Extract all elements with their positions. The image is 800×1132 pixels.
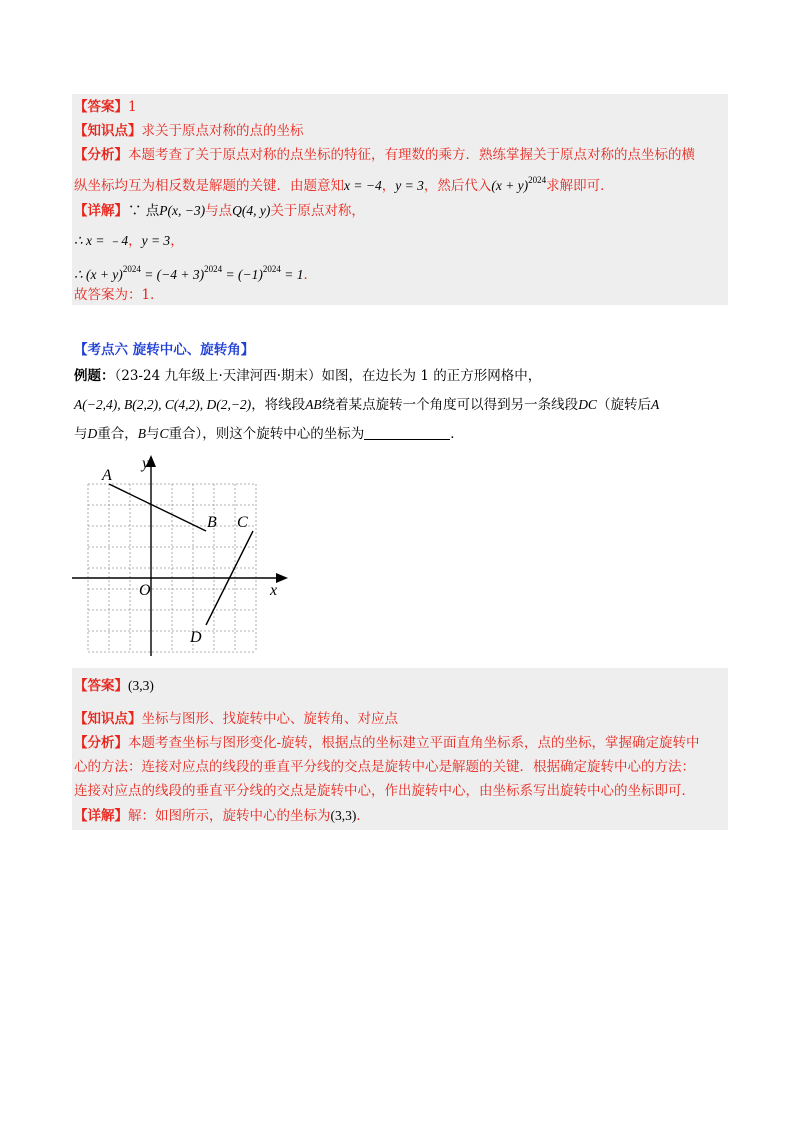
exp-3: 2024 bbox=[262, 264, 281, 274]
example-source: （23-24 九年级上·天津河西·期末）如图，在边长为 1 的正方形网格中， bbox=[114, 368, 542, 384]
grid bbox=[88, 484, 256, 652]
example-line-2 bbox=[74, 395, 659, 415]
points-list: A(−2,4), B(2,2), C(4,2), D(2,−2) bbox=[74, 397, 252, 412]
label-x: x bbox=[270, 582, 278, 599]
detail-tag: 【详解】 bbox=[74, 808, 128, 824]
analysis-tag: 【分析】 bbox=[74, 735, 128, 751]
point-c: C bbox=[159, 426, 169, 441]
analysis-2-line-3: 连接对应点的线段的垂直平分线的交点是旋转中心，作出旋转中心，由坐标系写出旋转中心的坐标即可． bbox=[74, 783, 695, 799]
analysis-text: 本题考查了关于原点对称的点坐标的特征，有理数的乘方．熟练掌握关于原点对称的点坐标的横 bbox=[128, 147, 695, 163]
example-line-1 bbox=[74, 366, 541, 386]
text-with-2: 与 bbox=[146, 426, 160, 442]
point-a: A bbox=[650, 397, 660, 412]
knowledge-tag: 【知识点】 bbox=[74, 711, 142, 727]
segment-ab-line bbox=[109, 484, 206, 531]
exp-2: 2024 bbox=[204, 264, 223, 274]
math-x: x = −4 bbox=[344, 178, 382, 193]
text-with: 与 bbox=[74, 426, 88, 442]
point-b: B bbox=[137, 426, 146, 441]
period: ． bbox=[356, 808, 370, 824]
analysis-text-2a: 纵坐标均互为相反数是解题的关键．由题意知 bbox=[74, 178, 344, 194]
math-y: y = 3 bbox=[395, 178, 424, 193]
calc-2: = (−4 + 3) bbox=[140, 267, 205, 282]
analysis-text-2c: 求解即可． bbox=[546, 178, 614, 194]
answer-value: 1 bbox=[128, 99, 137, 115]
final-answer-1: 故答案为：1． bbox=[74, 287, 164, 303]
text-segment: ，将线段 bbox=[251, 397, 306, 413]
y-value: y = 3 bbox=[141, 233, 171, 248]
point-p: P(x, −3) bbox=[159, 203, 206, 218]
analysis-text-2b: ，然后代入 bbox=[423, 178, 492, 194]
text-coincide: 重合， bbox=[97, 426, 138, 442]
point-d: D bbox=[87, 426, 98, 441]
label-b: B bbox=[207, 514, 217, 531]
label-y: y bbox=[142, 455, 150, 472]
calc-3: = (−1) bbox=[222, 267, 263, 282]
coordinate-figure bbox=[64, 450, 304, 660]
detail-1-line-2 bbox=[74, 231, 184, 251]
answer-tag: 【答案】 bbox=[74, 678, 128, 694]
detail-1-line-3 bbox=[74, 259, 317, 285]
with-point: 与点 bbox=[205, 203, 233, 219]
period: ． bbox=[303, 267, 317, 283]
exp-1: 2024 bbox=[122, 264, 141, 274]
knowledge-text: 坐标与图形、找旋转中心、旋转角、对应点 bbox=[141, 711, 398, 727]
answer-2-line bbox=[74, 676, 154, 696]
comma: ， bbox=[381, 178, 396, 194]
comma-end: ， bbox=[170, 233, 184, 249]
analysis-2-line-1 bbox=[74, 733, 700, 753]
example-line-3 bbox=[74, 424, 464, 444]
answer-value: (3,3) bbox=[128, 678, 154, 693]
math-exp: 2024 bbox=[528, 175, 547, 185]
point-q: Q(4, y) bbox=[232, 203, 271, 218]
analysis-text: 本题考查坐标与图形变化-旋转，根据点的坐标建立平面直角坐标系，点的坐标，掌握确定旋转中 bbox=[128, 735, 700, 751]
because-point: ∵ 点 bbox=[128, 203, 160, 219]
detail-text: 解：如图所示，旋转中心的坐标为 bbox=[128, 808, 331, 824]
text-rotate: 绕着某点旋转一个角度可以得到另一条线段 bbox=[321, 397, 579, 413]
analysis-1-line-2 bbox=[74, 170, 614, 196]
knowledge-text: 求关于原点对称的点的坐标 bbox=[141, 123, 304, 139]
calc-4: = 1 bbox=[280, 267, 304, 282]
x-axis-arrow bbox=[276, 573, 288, 583]
analysis-tag: 【分析】 bbox=[74, 147, 128, 163]
answer-1-line bbox=[74, 97, 137, 117]
example-label: 例题： bbox=[74, 368, 115, 384]
answer-blank bbox=[364, 425, 450, 440]
text-after: （旋转后 bbox=[596, 397, 651, 413]
math-expr: (x + y) bbox=[491, 178, 529, 193]
segment-dc: DC bbox=[578, 397, 597, 412]
analysis-1-line-1 bbox=[74, 145, 695, 165]
knowledge-point-2 bbox=[74, 709, 398, 729]
calc-1: ∴ (x + y) bbox=[74, 267, 123, 282]
detail-1-line-1 bbox=[74, 201, 365, 221]
knowledge-point-1 bbox=[74, 121, 304, 141]
answer-tag: 【答案】 bbox=[74, 99, 128, 115]
segment-ab: AB bbox=[305, 397, 322, 412]
analysis-2-line-2: 心的方法：连接对应点的线段的垂直平分线的交点是旋转中心是解题的关键．根据确定旋转中心的方法： bbox=[74, 759, 695, 775]
label-d: D bbox=[190, 629, 202, 646]
section-title: 【考点六 旋转中心、旋转角】 bbox=[74, 342, 255, 358]
detail-2-line bbox=[74, 806, 370, 826]
label-c: C bbox=[237, 514, 248, 531]
symmetric-text: 关于原点对称， bbox=[270, 203, 365, 219]
detail-value: (3,3) bbox=[330, 808, 357, 823]
text-question: 重合），则这个旋转中心的坐标为 bbox=[168, 426, 365, 442]
knowledge-tag: 【知识点】 bbox=[74, 123, 142, 139]
comma: ， bbox=[128, 233, 142, 249]
label-o: O bbox=[139, 582, 151, 599]
detail-tag: 【详解】 bbox=[74, 203, 128, 219]
label-a: A bbox=[102, 467, 112, 484]
period: ． bbox=[450, 426, 464, 442]
therefore-x: ∴ x = ﹣4 bbox=[74, 233, 129, 248]
